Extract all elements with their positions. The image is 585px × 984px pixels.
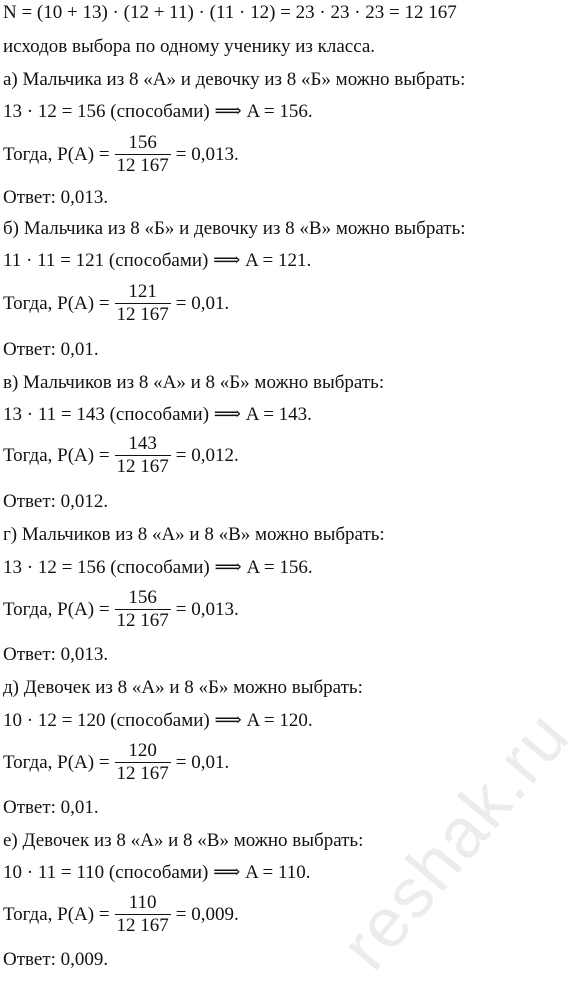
section-b-probability xyxy=(3,282,229,325)
fraction-denominator: 12 167 xyxy=(116,304,169,325)
section-a-answer: Ответ: 0,013. xyxy=(3,187,109,208)
header-formula: N = (10 + 13) · (12 + 11) · (11 · 12) = 23 · 23 · 23 = 12 167 xyxy=(3,2,457,23)
fraction-numerator: 110 xyxy=(128,892,157,913)
section-d-probability xyxy=(3,741,229,784)
section-b-count: 11 · 11 = 121 (способами) ⟹ A = 121. xyxy=(3,250,312,271)
probability-prefix: Тогда, P(A) = xyxy=(3,444,110,466)
section-v-probability xyxy=(3,434,239,477)
watermark: reshak.ru xyxy=(325,696,585,984)
probability-suffix: = 0,012. xyxy=(175,444,239,466)
probability-prefix: Тогда, P(A) = xyxy=(3,598,110,620)
section-v-answer: Ответ: 0,012. xyxy=(3,491,109,512)
section-v-count: 13 · 11 = 143 (способами) ⟹ A = 143. xyxy=(3,404,312,425)
probability-suffix: = 0,01. xyxy=(175,292,230,314)
fraction-denominator: 12 167 xyxy=(116,456,169,477)
section-g-probability xyxy=(3,588,239,631)
probability-fraction xyxy=(115,893,171,936)
section-g-answer: Ответ: 0,013. xyxy=(3,644,109,665)
fraction-numerator: 121 xyxy=(128,281,157,302)
probability-suffix: = 0,009. xyxy=(175,903,239,925)
section-d-answer: Ответ: 0,01. xyxy=(3,797,99,818)
probability-suffix: = 0,013. xyxy=(175,598,239,620)
section-b-answer: Ответ: 0,01. xyxy=(3,339,99,360)
fraction-numerator: 156 xyxy=(128,587,157,608)
probability-prefix: Тогда, P(A) = xyxy=(3,751,110,773)
probability-prefix: Тогда, P(A) = xyxy=(3,143,110,165)
fraction-denominator: 12 167 xyxy=(116,915,169,936)
section-d-count: 10 · 12 = 120 (способами) ⟹ A = 120. xyxy=(3,710,313,731)
fraction-numerator: 156 xyxy=(128,132,157,153)
fraction-denominator: 12 167 xyxy=(116,763,169,784)
header-text: исходов выбора по одному ученику из класса. xyxy=(3,36,376,57)
probability-prefix: Тогда, P(A) = xyxy=(3,292,110,314)
probability-suffix: = 0,013. xyxy=(175,143,239,165)
fraction-numerator: 143 xyxy=(128,433,157,454)
section-e-answer: Ответ: 0,009. xyxy=(3,949,109,970)
probability-fraction xyxy=(115,588,171,631)
section-v-intro: в) Мальчиков из 8 «А» и 8 «Б» можно выбрать: xyxy=(3,372,385,393)
section-g-count: 13 · 12 = 156 (способами) ⟹ A = 156. xyxy=(3,557,313,578)
probability-fraction xyxy=(115,133,171,176)
section-g-intro: г) Мальчиков из 8 «А» и 8 «В» можно выбрать: xyxy=(3,524,385,545)
probability-fraction xyxy=(115,282,171,325)
probability-prefix: Тогда, P(A) = xyxy=(3,903,110,925)
section-e-intro: е) Девочек из 8 «А» и 8 «В» можно выбрать: xyxy=(3,830,364,851)
probability-suffix: = 0,01. xyxy=(175,751,230,773)
probability-fraction xyxy=(115,741,171,784)
section-a-count: 13 · 12 = 156 (способами) ⟹ A = 156. xyxy=(3,101,313,122)
section-e-count: 10 · 11 = 110 (способами) ⟹ A = 110. xyxy=(3,862,311,883)
section-e-probability xyxy=(3,893,239,936)
section-a-intro: а) Мальчика из 8 «А» и девочку из 8 «Б» можно выбрать: xyxy=(3,69,466,90)
section-a-probability xyxy=(3,133,239,176)
fraction-denominator: 12 167 xyxy=(116,610,169,631)
fraction-numerator: 120 xyxy=(128,740,157,761)
fraction-denominator: 12 167 xyxy=(116,155,169,176)
section-d-intro: д) Девочек из 8 «А» и 8 «Б» можно выбрать: xyxy=(3,677,363,698)
probability-fraction xyxy=(115,434,171,477)
section-b-intro: б) Мальчика из 8 «Б» и девочку из 8 «В» можно выбрать: xyxy=(3,218,466,239)
